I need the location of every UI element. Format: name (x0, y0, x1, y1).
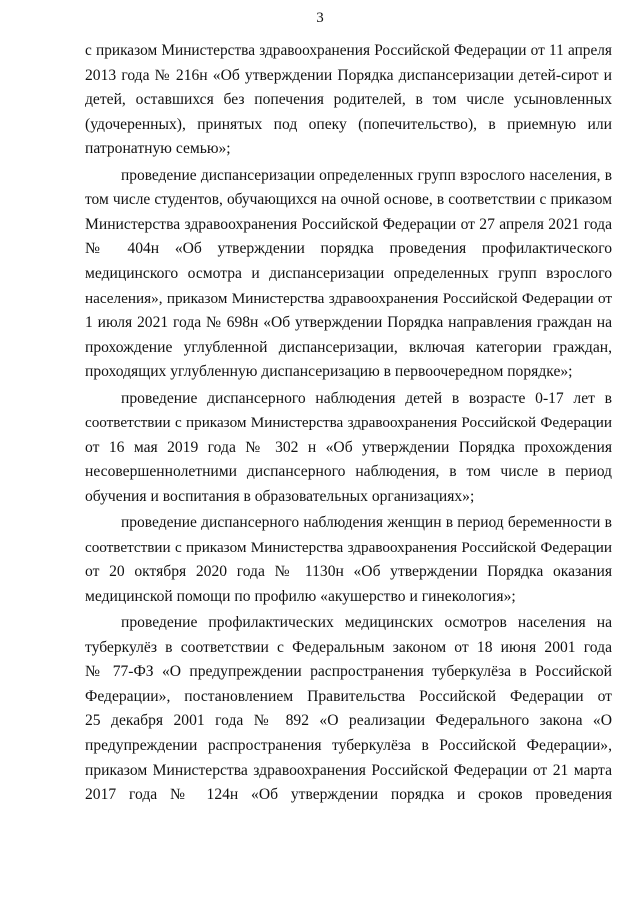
text-line: Федерации», постановлением Правительства Российской Федерации от (85, 687, 612, 705)
text-line: 25 декабря 2001 года № 892 «О реализации Федерального закона «О (85, 712, 612, 730)
text-line: проведение диспансерного наблюдения детей в возрасте 0-17 лет в (121, 389, 612, 407)
text-line: приказом Министерства здравоохранения Российской Федерации от 21 марта (85, 761, 612, 779)
text-line: проведение диспансеризации определенных групп взрослого населения, в (121, 166, 612, 184)
text-line: проведение диспансерного наблюдения женщин в период беременности в (121, 514, 612, 532)
text-line: 2013 года № 216н «Об утверждении Порядка диспансеризации детей-сирот и (85, 66, 612, 84)
text-line: обучения и воспитания в образовательных организациях»; (85, 487, 475, 505)
text-line: проведение профилактических медицинских осмотров населения на (121, 614, 612, 632)
text-line: прохождение углубленной диспансеризации, включая категории граждан, (85, 338, 612, 356)
paragraph-tuberculosis-exams (85, 611, 612, 808)
text-line: медицинской помощи по профилю «акушерство и гинекология»; (85, 587, 516, 605)
text-line: (удочеренных), принятых под опеку (попечительство), в приемную или (85, 115, 612, 133)
text-line: соответствии с приказом Министерства здравоохранения Российской Федерации (85, 414, 612, 432)
text-line: соответствии с приказом Министерства здравоохранения Российской Федерации (85, 538, 612, 556)
paragraph-pregnancy-observation (85, 511, 612, 609)
paragraph-children-observation (85, 387, 612, 510)
text-line: от 20 октября 2020 года № 1130н «Об утверждении Порядка оказания (85, 563, 612, 581)
text-line: патронатную семью»; (85, 140, 231, 158)
text-line: проходящих углубленную диспансеризацию в первоочередном порядке»; (85, 363, 573, 381)
text-line: детей, оставшихся без попечения родителей, в том числе усыновленных (85, 91, 612, 109)
page-number: 3 (316, 10, 324, 26)
text-line: медицинского осмотра и диспансеризации определенных групп взрослого (85, 264, 612, 282)
text-line: населения», приказом Министерства здравоохранения Российской Федерации от (85, 289, 612, 307)
text-line: 1 июля 2021 года № 698н «Об утверждении Порядка направления граждан на (85, 314, 612, 332)
text-line: Министерства здравоохранения Российской Федерации от 27 апреля 2021 года (85, 215, 612, 233)
text-line: предупреждении распространения туберкулёза в Российской Федерации», (85, 737, 612, 754)
text-line: несовершеннолетними диспансерного наблюдения, в том числе в период (85, 463, 612, 481)
text-line: № 77-ФЗ «О предупреждении распространения туберкулёза в Российской (85, 663, 612, 681)
text-line: от 16 мая 2019 года № 302 н «Об утверждении Порядка прохождения (85, 438, 612, 456)
paragraph-adult-dispanserization (85, 164, 612, 385)
text-line: № 404н «Об утверждении порядка проведения профилактического (85, 240, 612, 258)
text-line: с приказом Министерства здравоохранения Российской Федерации от 11 апреля (85, 42, 612, 59)
document-body (85, 39, 612, 809)
text-line: туберкулёз в соответствии с Федеральным законом от 18 июня 2001 года (85, 638, 612, 656)
text-line: том числе студентов, обучающихся на очной основе, в соответствии с приказом (85, 191, 612, 209)
paragraph-order-216n-continuation (85, 39, 612, 162)
text-line: 2017 года № 124н «Об утверждении порядка и сроков проведения (85, 786, 612, 804)
